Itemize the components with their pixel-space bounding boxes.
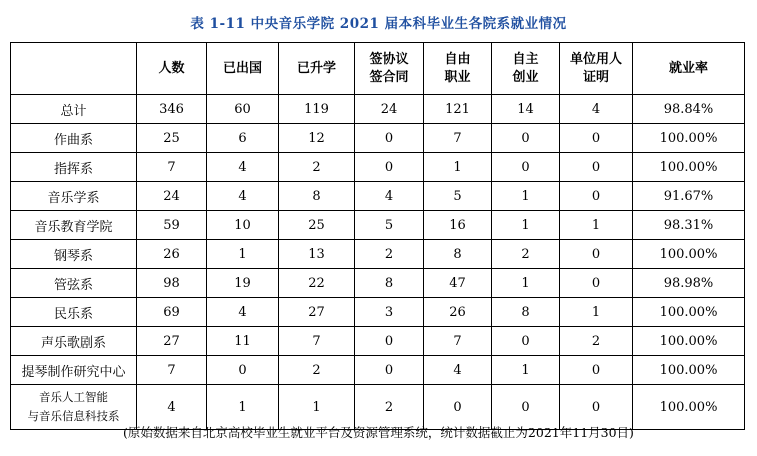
value-cell: 12	[279, 124, 355, 153]
value-cell: 0	[560, 182, 633, 211]
value-cell: 100.00%	[633, 385, 745, 430]
value-cell: 91.67%	[633, 182, 745, 211]
value-cell: 98	[137, 269, 207, 298]
value-cell: 8	[424, 240, 492, 269]
table-row	[11, 153, 745, 182]
value-cell: 4	[207, 298, 279, 327]
column-header	[492, 43, 560, 95]
value-cell: 1	[560, 211, 633, 240]
value-cell: 22	[279, 269, 355, 298]
department-name-cell	[11, 182, 137, 211]
value-cell: 0	[492, 153, 560, 182]
department-name-cell	[11, 298, 137, 327]
department-name: 管弦系	[53, 277, 93, 293]
value-cell: 4	[560, 95, 633, 124]
value-cell: 14	[492, 95, 560, 124]
value-cell: 119	[279, 95, 355, 124]
value-cell: 2	[355, 385, 424, 430]
table-row	[11, 124, 745, 153]
column-header-text: 人数	[158, 60, 185, 76]
table-title: 表 1-11 中央音乐学院 2021 届本科毕业生各院系就业情况	[190, 16, 567, 32]
value-cell: 24	[355, 95, 424, 124]
column-header	[560, 43, 633, 95]
column-header-text: 创业	[512, 69, 539, 85]
value-cell: 69	[137, 298, 207, 327]
value-cell: 0	[492, 327, 560, 356]
value-cell: 0	[355, 327, 424, 356]
value-cell: 4	[137, 385, 207, 430]
value-cell: 0	[560, 153, 633, 182]
value-cell: 1	[207, 240, 279, 269]
department-name-cell	[11, 327, 137, 356]
value-cell: 4	[207, 153, 279, 182]
value-cell: 121	[424, 95, 492, 124]
value-cell: 5	[355, 211, 424, 240]
value-cell: 1	[207, 385, 279, 430]
value-cell: 13	[279, 240, 355, 269]
value-cell: 2	[560, 327, 633, 356]
value-cell: 7	[424, 327, 492, 356]
value-cell: 98.31%	[633, 211, 745, 240]
value-cell: 3	[355, 298, 424, 327]
value-cell: 0	[560, 124, 633, 153]
column-header-text: 自由	[444, 51, 471, 67]
value-cell: 100.00%	[633, 298, 745, 327]
value-cell: 24	[137, 182, 207, 211]
value-cell: 0	[492, 385, 560, 430]
department-name-cell	[11, 240, 137, 269]
value-cell: 98.98%	[633, 269, 745, 298]
value-cell: 7	[137, 356, 207, 385]
value-cell: 4	[207, 182, 279, 211]
value-cell: 0	[355, 153, 424, 182]
value-cell: 0	[560, 356, 633, 385]
column-header-text: 已出国	[222, 60, 262, 76]
value-cell: 346	[137, 95, 207, 124]
department-name: 提琴制作研究中心	[21, 364, 126, 380]
value-cell: 59	[137, 211, 207, 240]
value-cell: 0	[492, 124, 560, 153]
department-name: 民乐系	[53, 306, 93, 322]
value-cell: 19	[207, 269, 279, 298]
value-cell: 6	[207, 124, 279, 153]
table-row	[11, 269, 745, 298]
table-row	[11, 356, 745, 385]
table-row	[11, 95, 745, 124]
value-cell: 8	[279, 182, 355, 211]
value-cell: 100.00%	[633, 240, 745, 269]
value-cell: 5	[424, 182, 492, 211]
column-header	[633, 43, 745, 95]
table-row	[11, 182, 745, 211]
column-header	[137, 43, 207, 95]
column-header-text: 签协议	[369, 51, 409, 67]
department-name: 声乐歌剧系	[40, 335, 106, 351]
value-cell: 1	[492, 211, 560, 240]
table-row	[11, 240, 745, 269]
value-cell: 100.00%	[633, 153, 745, 182]
value-cell: 47	[424, 269, 492, 298]
table-row	[11, 327, 745, 356]
department-name: 作曲系	[53, 132, 93, 148]
value-cell: 1	[492, 269, 560, 298]
column-header-text: 职业	[444, 69, 471, 85]
value-cell: 25	[279, 211, 355, 240]
table-row	[11, 298, 745, 327]
column-header	[207, 43, 279, 95]
department-name-cell	[11, 269, 137, 298]
employment-table	[10, 42, 745, 430]
value-cell: 10	[207, 211, 279, 240]
value-cell: 7	[279, 327, 355, 356]
column-header-text: 证明	[582, 69, 609, 85]
value-cell: 100.00%	[633, 356, 745, 385]
value-cell: 98.84%	[633, 95, 745, 124]
value-cell: 1	[424, 153, 492, 182]
value-cell: 2	[279, 356, 355, 385]
value-cell: 2	[279, 153, 355, 182]
department-name: 指挥系	[53, 161, 93, 177]
value-cell: 7	[424, 124, 492, 153]
table-body	[11, 95, 745, 430]
value-cell: 0	[355, 356, 424, 385]
table-row	[11, 211, 745, 240]
column-header	[424, 43, 492, 95]
department-name-cell	[11, 95, 137, 124]
column-header	[11, 43, 137, 95]
value-cell: 100.00%	[633, 327, 745, 356]
value-cell: 0	[424, 385, 492, 430]
value-cell: 1	[492, 356, 560, 385]
column-header-text: 就业率	[668, 60, 708, 76]
value-cell: 0	[560, 240, 633, 269]
value-cell: 27	[137, 327, 207, 356]
department-name: 总计	[60, 103, 87, 119]
value-cell: 26	[424, 298, 492, 327]
value-cell: 25	[137, 124, 207, 153]
department-name-cell	[11, 211, 137, 240]
table-header-row	[11, 43, 745, 95]
value-cell: 16	[424, 211, 492, 240]
column-header	[279, 43, 355, 95]
column-header-text: 签合同	[369, 69, 409, 85]
department-name-cell	[11, 124, 137, 153]
source-footnote: (原始数据来自北京高校毕业生就业平台及资源管理系统，统计数据截止为2021年11月30日)	[123, 425, 634, 440]
column-header-text: 自主	[512, 51, 539, 67]
value-cell: 0	[560, 385, 633, 430]
value-cell: 27	[279, 298, 355, 327]
column-header-text: 单位用人	[569, 51, 622, 67]
value-cell: 4	[424, 356, 492, 385]
value-cell: 0	[207, 356, 279, 385]
department-name: 钢琴系	[53, 248, 93, 264]
value-cell: 26	[137, 240, 207, 269]
value-cell: 8	[355, 269, 424, 298]
department-name: 与音乐信息科技系	[27, 409, 120, 423]
value-cell: 4	[355, 182, 424, 211]
department-name: 音乐人工智能	[39, 390, 108, 404]
department-name: 音乐教育学院	[34, 219, 113, 235]
department-name-cell	[11, 356, 137, 385]
value-cell: 8	[492, 298, 560, 327]
department-name-cell	[11, 153, 137, 182]
department-name: 音乐学系	[47, 190, 100, 206]
value-cell: 0	[560, 269, 633, 298]
value-cell: 1	[560, 298, 633, 327]
value-cell: 0	[355, 124, 424, 153]
column-header-text: 已升学	[296, 60, 336, 76]
value-cell: 60	[207, 95, 279, 124]
column-header	[355, 43, 424, 95]
value-cell: 100.00%	[633, 124, 745, 153]
value-cell: 2	[355, 240, 424, 269]
value-cell: 7	[137, 153, 207, 182]
value-cell: 2	[492, 240, 560, 269]
value-cell: 1	[492, 182, 560, 211]
value-cell: 11	[207, 327, 279, 356]
value-cell: 1	[279, 385, 355, 430]
